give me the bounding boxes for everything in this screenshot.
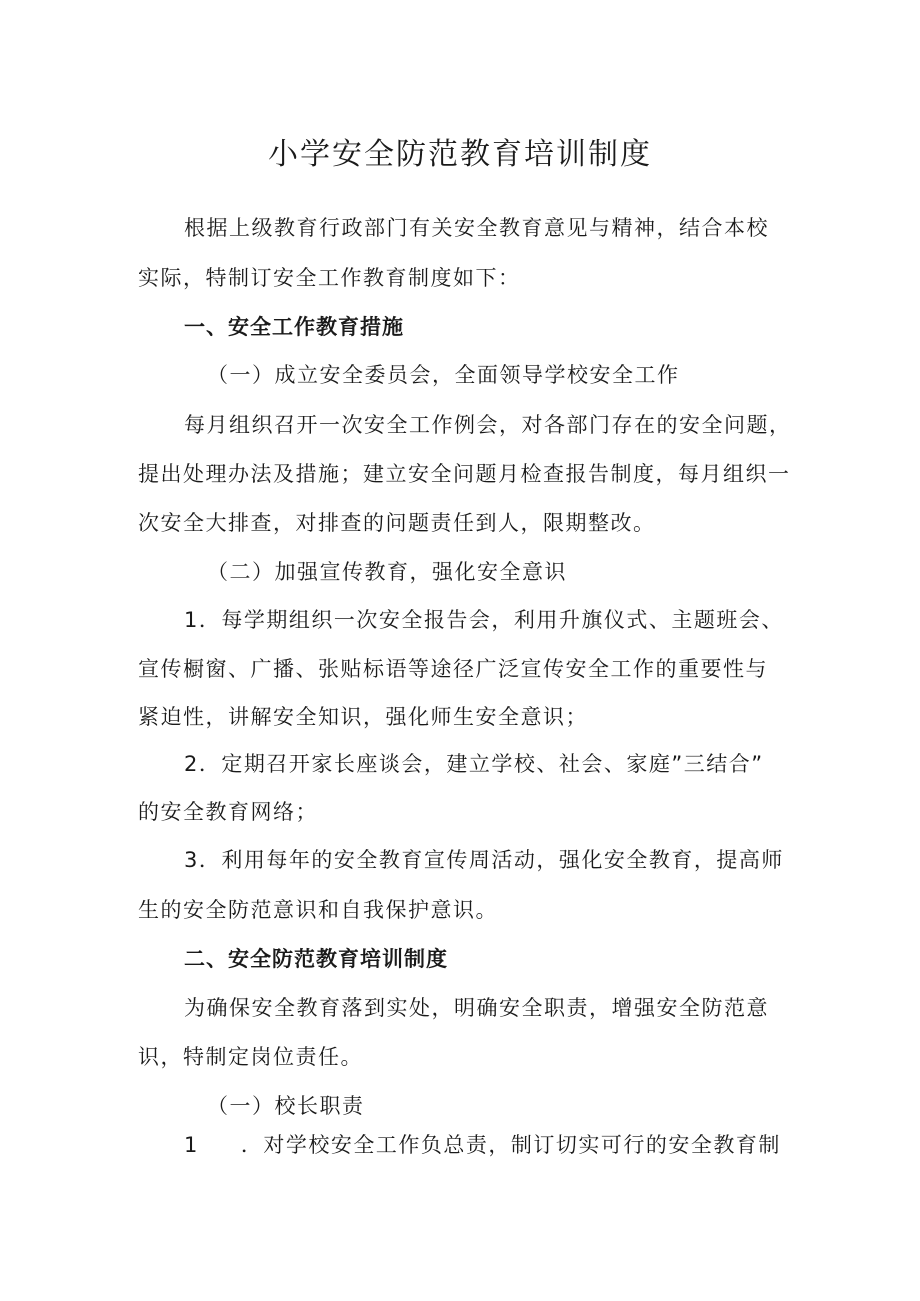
section-heading-1: 一、安全工作教育措施	[184, 315, 404, 339]
paragraph-line: 提出处理办法及措施；建立安全问题月检查报告制度，每月组织一	[138, 462, 791, 486]
list-item-number: 1	[184, 1133, 199, 1157]
intro-line-2: 实际，特制订安全工作教育制度如下：	[138, 266, 521, 290]
intro-line-1: 根据上级教育行政部门有关安全教育意见与精神，结合本校	[184, 216, 769, 240]
subsection-heading-2-1: （一）校长职责	[207, 1094, 365, 1118]
paragraph-line: 为确保安全教育落到实处，明确安全职责，增强安全防范意	[184, 996, 769, 1020]
section-heading-2: 二、安全防范教育培训制度	[184, 947, 448, 971]
paragraph-line: 每月组织召开一次安全工作例会，对各部门存在的安全问题，	[184, 413, 792, 437]
list-item-line	[184, 1130, 844, 1160]
list-item-line: 宣传橱窗、广播、张贴标语等途径广泛宣传安全工作的重要性与	[138, 657, 768, 681]
list-item-line: 生的安全防范意识和自我保护意识。	[138, 898, 498, 922]
subsection-heading-1-2: （二）加强宣传教育，强化安全意识	[207, 560, 567, 584]
page-title: 小学安全防范教育培训制度	[268, 137, 652, 172]
list-item-line: 的安全教育网络；	[138, 800, 318, 824]
list-item-text: ．对学校安全工作负总责，制订切实可行的安全教育制	[240, 1133, 781, 1157]
paragraph-line: 识，特制定岗位责任。	[138, 1045, 363, 1069]
list-item-line: 3．利用每年的安全教育宣传周活动，强化安全教育，提高师	[184, 848, 784, 872]
list-item-line: 1．每学期组织一次安全报告会，利用升旗仪式、主题班会、	[184, 608, 784, 632]
list-item-line: 2．定期召开家长座谈会，建立学校、社会、家庭”三结合”	[184, 752, 764, 776]
paragraph-line: 次安全大排查，对排查的问题责任到人，限期整改。	[138, 511, 656, 535]
subsection-heading-1-1: （一）成立安全委员会，全面领导学校安全工作	[207, 363, 680, 387]
list-item-line: 紧迫性，讲解安全知识，强化师生安全意识；	[138, 705, 588, 729]
